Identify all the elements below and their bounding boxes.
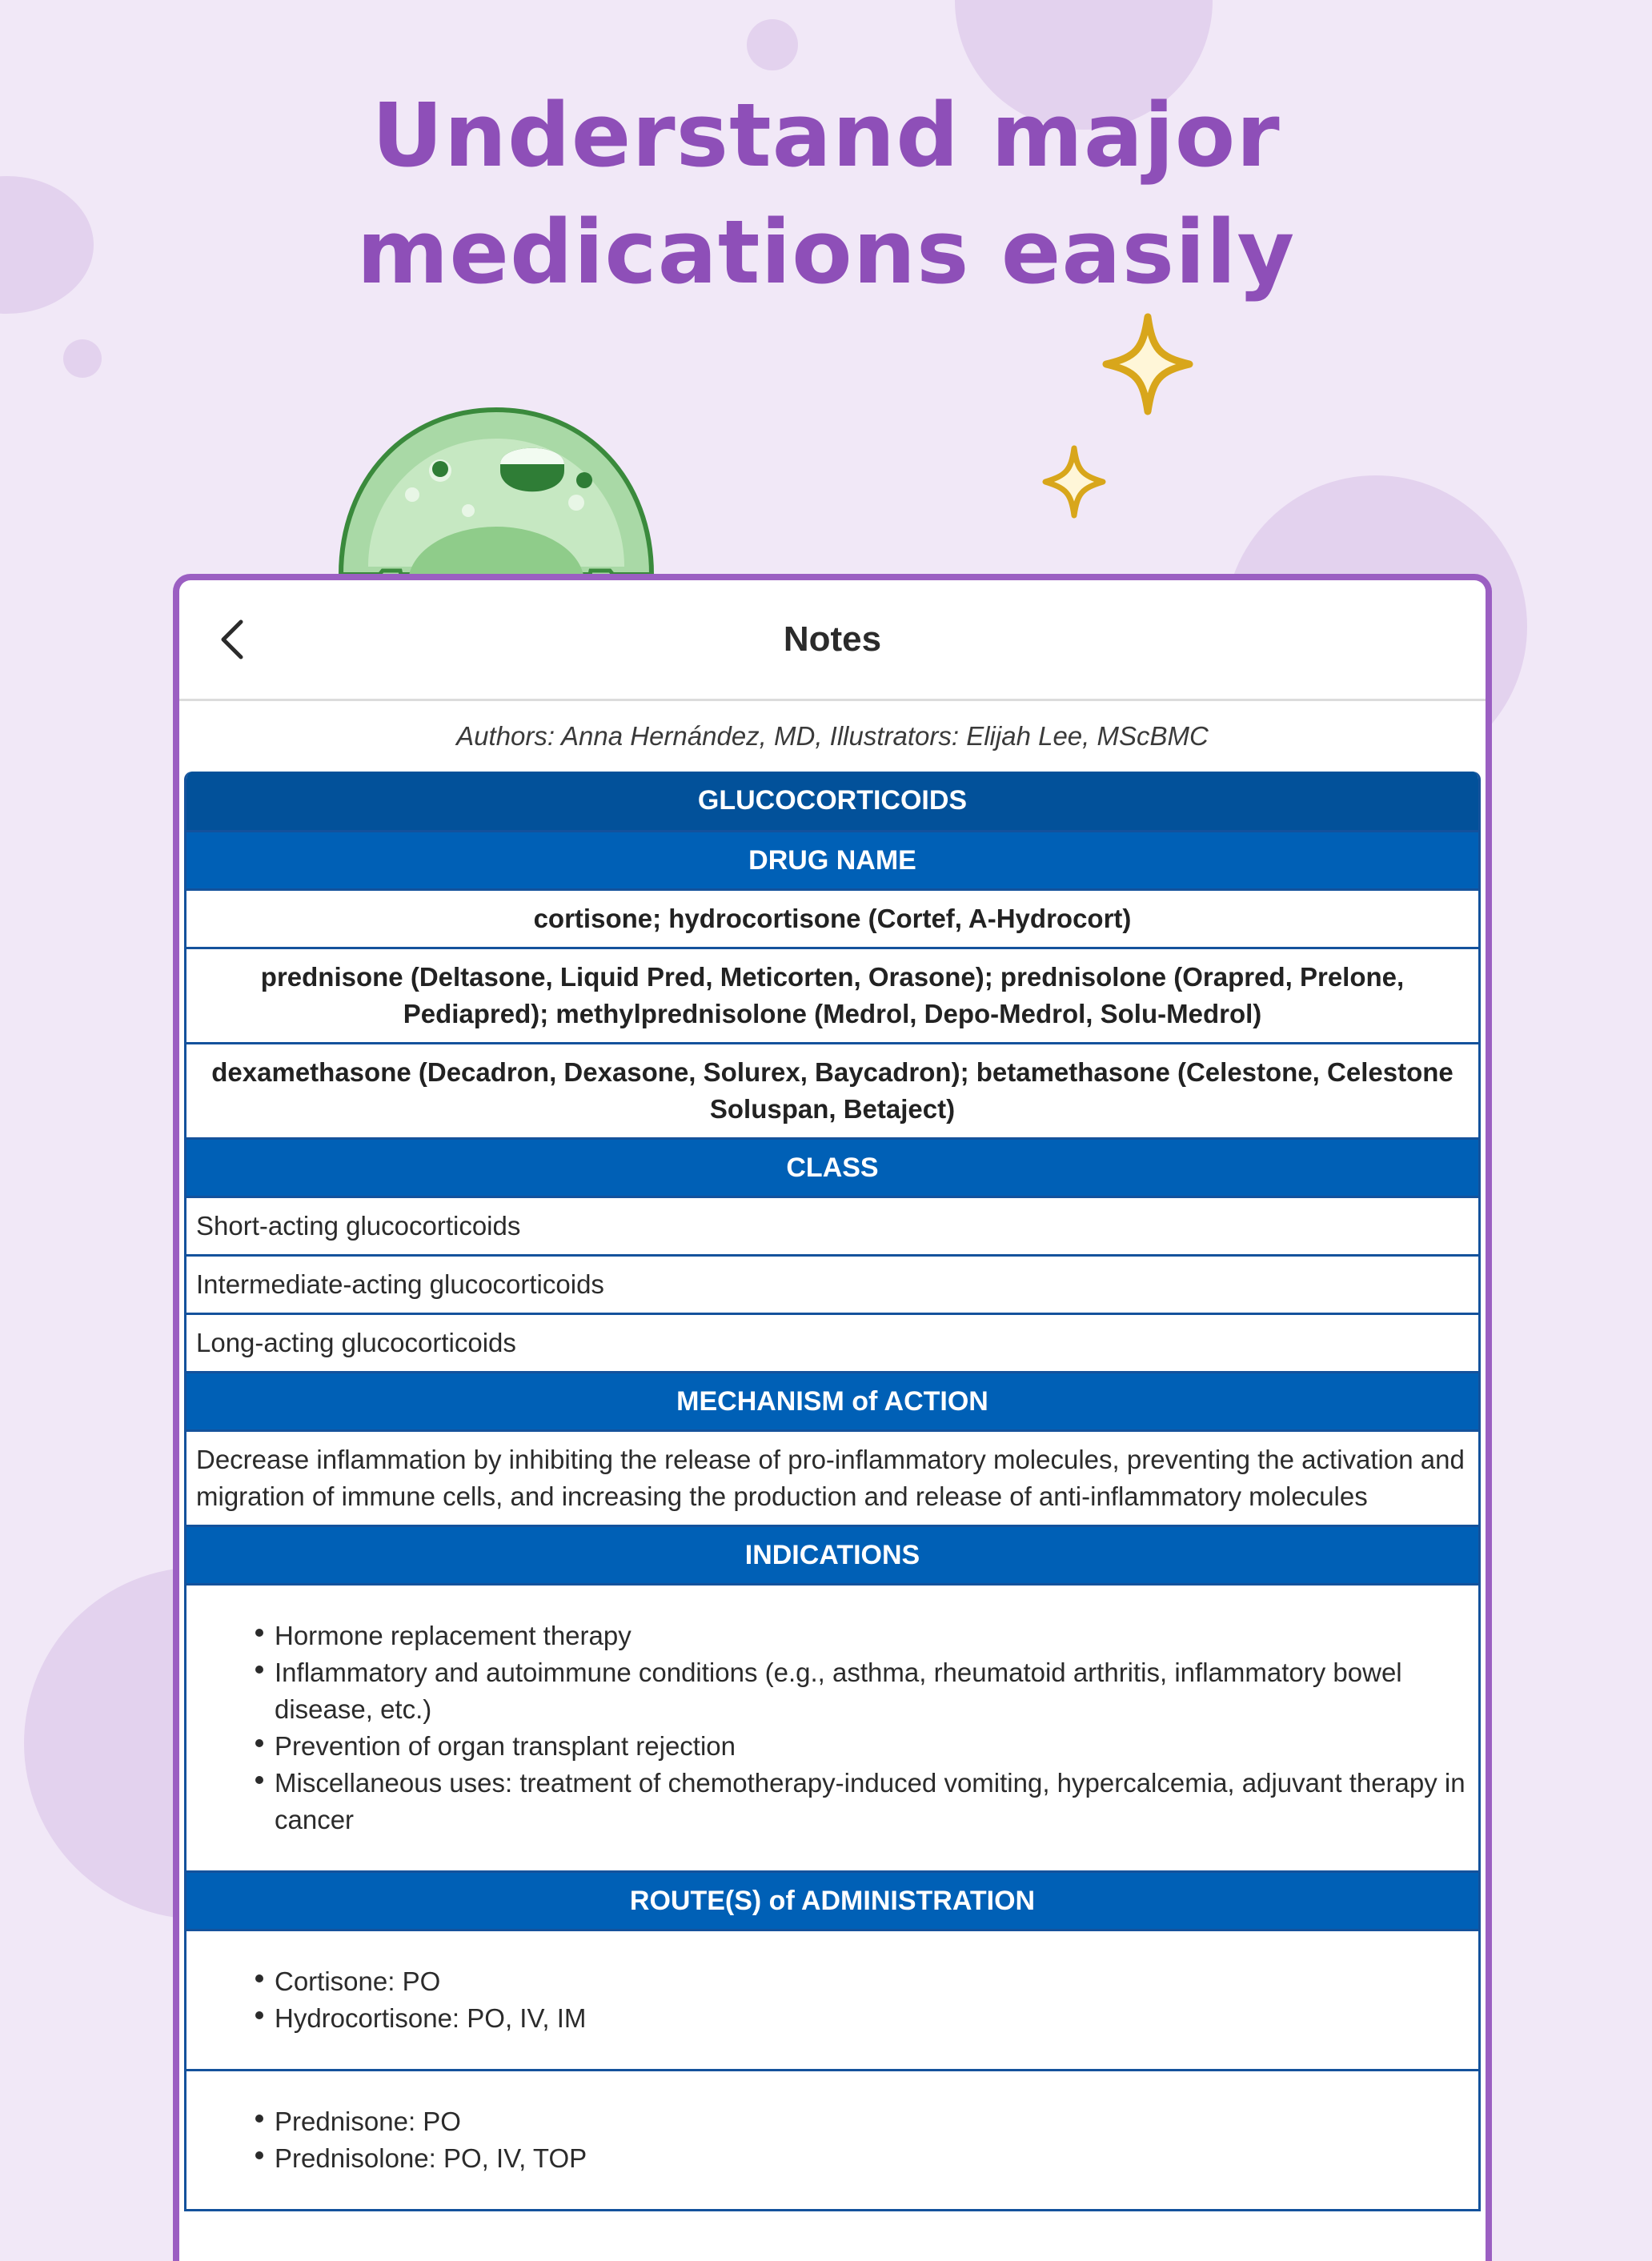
- decor-bubble: [747, 19, 798, 70]
- headline-line-1: Understand major: [371, 84, 1281, 186]
- sparkle-icon: [1100, 312, 1196, 416]
- list-item: Inflammatory and autoimmune conditions (e.g., asthma, rheumatoid arthritis, inflammatory bowel disease, etc.): [263, 1654, 1469, 1728]
- back-button[interactable]: [208, 615, 256, 663]
- page-title: Notes: [783, 619, 882, 659]
- section-header-indications: INDICATIONS: [186, 1525, 1478, 1583]
- table-row: Short-acting glucocorticoids: [186, 1196, 1478, 1254]
- indications-list: [186, 1583, 1478, 1870]
- table-title: GLUCOCORTICOIDS: [186, 772, 1478, 830]
- sparkle-icon: [1042, 445, 1106, 519]
- marketing-headline: [0, 77, 1652, 311]
- list-item: Prevention of organ transplant rejection: [263, 1728, 1469, 1765]
- list-item: Hormone replacement therapy: [263, 1618, 1469, 1654]
- section-header-routes: ROUTE(S) of ADMINISTRATION: [186, 1870, 1478, 1929]
- chevron-left-icon: [219, 619, 246, 660]
- app-screen: [173, 574, 1492, 2261]
- routes-group: [186, 2069, 1478, 2209]
- list-item: Hydrocortisone: PO, IV, IM: [263, 2000, 1469, 2037]
- section-header-mechanism: MECHANISM of ACTION: [186, 1371, 1478, 1429]
- table-row: prednisone (Deltasone, Liquid Pred, Meticorten, Orasone); prednisolone (Orapred, Prelone, Pediapred); methylprednisolone (Medrol, Depo-Medrol, Solu-Medrol): [186, 947, 1478, 1042]
- nav-bar: [179, 580, 1486, 701]
- headline-line-2: medications easily: [356, 201, 1296, 303]
- list-item: Miscellaneous uses: treatment of chemotherapy-induced vomiting, hypercalcemia, adjuvant therapy in cancer: [263, 1765, 1469, 1838]
- routes-group: [186, 1929, 1478, 2069]
- list-item: Prednisolone: PO, IV, TOP: [263, 2140, 1469, 2177]
- list-item: Cortisone: PO: [263, 1963, 1469, 2000]
- section-header-class: CLASS: [186, 1137, 1478, 1196]
- drug-info-table: [184, 772, 1481, 2211]
- table-row: Intermediate-acting glucocorticoids: [186, 1254, 1478, 1313]
- authors-credit: Authors: Anna Hernández, MD, Illustrators: Elijah Lee, MScBMC: [456, 721, 1209, 751]
- table-row: cortisone; hydrocortisone (Cortef, A-Hydrocort): [186, 888, 1478, 947]
- table-row: dexamethasone (Decadron, Dexasone, Solurex, Baycadron); betamethasone (Celestone, Celestone Soluspan, Betaject): [186, 1042, 1478, 1137]
- decor-bubble: [63, 339, 102, 378]
- mechanism-text: Decrease inflammation by inhibiting the release of pro-inflammatory molecules, preventing the activation and migration of immune cells, and increasing the production and release of anti-inflammatory molecules: [186, 1429, 1478, 1525]
- section-header-drug-name: DRUG NAME: [186, 830, 1478, 888]
- list-item: Prednisone: PO: [263, 2103, 1469, 2140]
- table-row: Long-acting glucocorticoids: [186, 1313, 1478, 1371]
